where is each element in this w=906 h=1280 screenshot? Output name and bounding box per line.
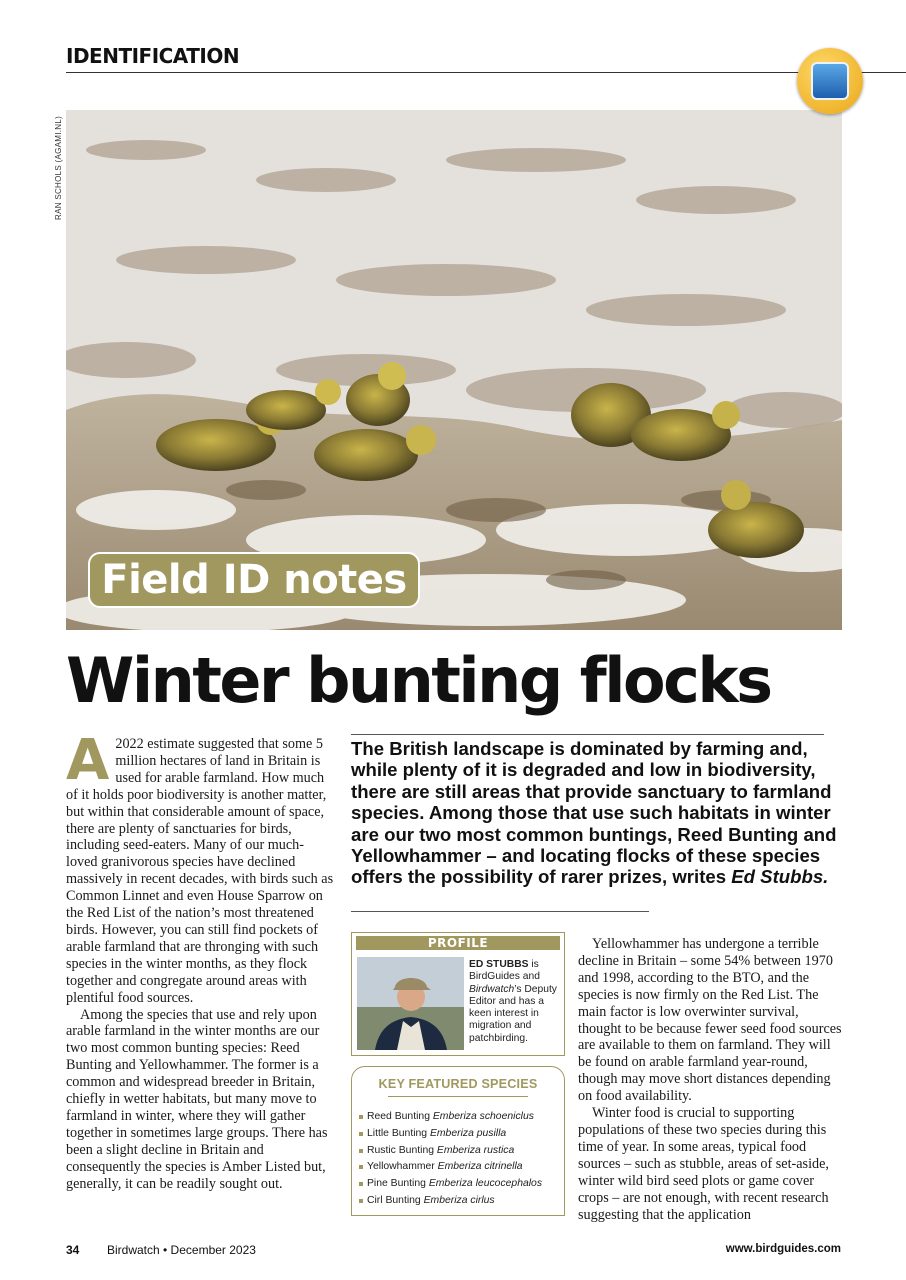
species-item (359, 1193, 564, 1210)
species-latin-name: Emberiza leucocephalos (428, 1178, 543, 1190)
standfirst (351, 738, 837, 888)
body-paragraph-3: Yellowhammer has undergone a terrible decline in Britain – some 54% between 1970 and 1998, according to the BTO, and the species is now firmly on the Red List. The main factor is low overwinter survival, thought to be because fewer seed food sources are available to them on farmland. They will be found on arable farmland year-round, though may move short distances depending on food availability. (578, 936, 842, 1105)
key-species-list (359, 1109, 564, 1210)
key-species-title-rule (388, 1096, 528, 1097)
body-column-1 (66, 728, 334, 1192)
species-common-name: Cirl Bunting (367, 1194, 421, 1206)
headline: Winter bunting flocks (66, 644, 771, 717)
standfirst-author: Ed Stubbs. (731, 866, 829, 888)
film-strip-icon (797, 48, 863, 114)
body-paragraph-1-text: 2022 estimate suggested that some 5 million hectares of land in Britain is used for arable farmland. How much of it holds poor biodiversity is another matter, but within that considerable amount of space, there are plenty of sanctuaries for birds, including seed-eaters. Many of our much-loved granivorous species have declined massively in recent decades, with birds such as Common Linnet and even House Sparrow on the Red List of the nation’s most threatened birds. However, you can still find pockets of arable farmland that are thronging with such species in the winter months, as they flock together and congregate around areas with plentiful food sources. (66, 736, 334, 1006)
species-item (359, 1176, 564, 1193)
species-latin-name: Emberiza pusilla (429, 1127, 507, 1139)
species-latin-name: Emberiza rustica (436, 1144, 515, 1156)
body-paragraph-4: Winter food is crucial to supporting populations of these two species during this time of year. In some areas, typical food sources – such as stubble, areas of set-aside, winter wild bird seed plots or game cover crops – are not enough, with recent research suggesting that the application (578, 1105, 829, 1223)
photo-credit: RAN SCHOLS (AGAMI.NL) (54, 115, 63, 220)
publication-line: Birdwatch • December 2023 (107, 1243, 256, 1257)
species-common-name: Pine Bunting (367, 1178, 426, 1190)
author-photo (357, 957, 464, 1050)
profile-name: ED STUBBS (469, 959, 529, 970)
body-paragraph-2: Among the species that use and rely upon arable farmland in the winter months are our two most common bunting species: Reed Bunting and Yellowhammer. The former is a common and widespread breeder in Britain, chiefly in wetter habitats, but many move to farmland in winter, where they will gather together in sometimes large groups. There has been a slight decline in Britain and consequently the species is Amber Listed but, generally, it can be readily sought out. (66, 1006, 328, 1192)
standfirst-text: The British landscape is dominated by farming and, while plenty of it is degraded and low in biodiversity, there are still areas that provide sanctuary to farmland species. Among those that use such habitats in winter are our two most common buntings, Reed Bunting and Yellowhammer – and locating flocks of these species offers the possibility of rarer prizes, writes (351, 738, 837, 888)
page-number: 34 (66, 1243, 80, 1257)
author-portrait (357, 957, 464, 1050)
website-url: www.birdguides.com (725, 1243, 841, 1255)
species-latin-name: Emberiza citrinella (437, 1161, 523, 1173)
species-common-name: Yellowhammer (367, 1161, 435, 1173)
key-species-box (351, 1066, 565, 1216)
profile-box (351, 932, 565, 1056)
body-paragraph-1 (66, 728, 334, 1007)
field-id-badge: Field ID notes (88, 552, 420, 608)
species-latin-name: Emberiza cirlus (423, 1194, 495, 1206)
profile-text-b: ’s Deputy Editor and has a keen interest in migration and patchbirding. (469, 983, 557, 1044)
profile-title: PROFILE (356, 936, 560, 950)
profile-bio (469, 959, 564, 1045)
standfirst-rule (351, 734, 824, 735)
species-latin-name: Emberiza schoeniclus (432, 1111, 534, 1122)
species-common-name: Little Bunting (367, 1127, 428, 1139)
drop-cap: A (66, 728, 110, 793)
profile-magazine: Birdwatch (469, 983, 515, 995)
body-column-3 (578, 936, 842, 1223)
section-label: IDENTIFICATION (66, 44, 240, 68)
species-item (359, 1159, 564, 1176)
profile-text-a: is BirdGuides and (469, 959, 540, 983)
species-common-name: Reed Bunting (367, 1111, 430, 1122)
species-item (359, 1109, 564, 1126)
header-rule (66, 72, 906, 73)
species-item (359, 1143, 564, 1160)
species-item (359, 1126, 564, 1143)
film-strip-icon-inner (811, 62, 849, 100)
key-species-title: KEY FEATURED SPECIES (378, 1077, 538, 1091)
species-common-name: Rustic Bunting (367, 1144, 434, 1156)
author-underline (351, 911, 649, 912)
